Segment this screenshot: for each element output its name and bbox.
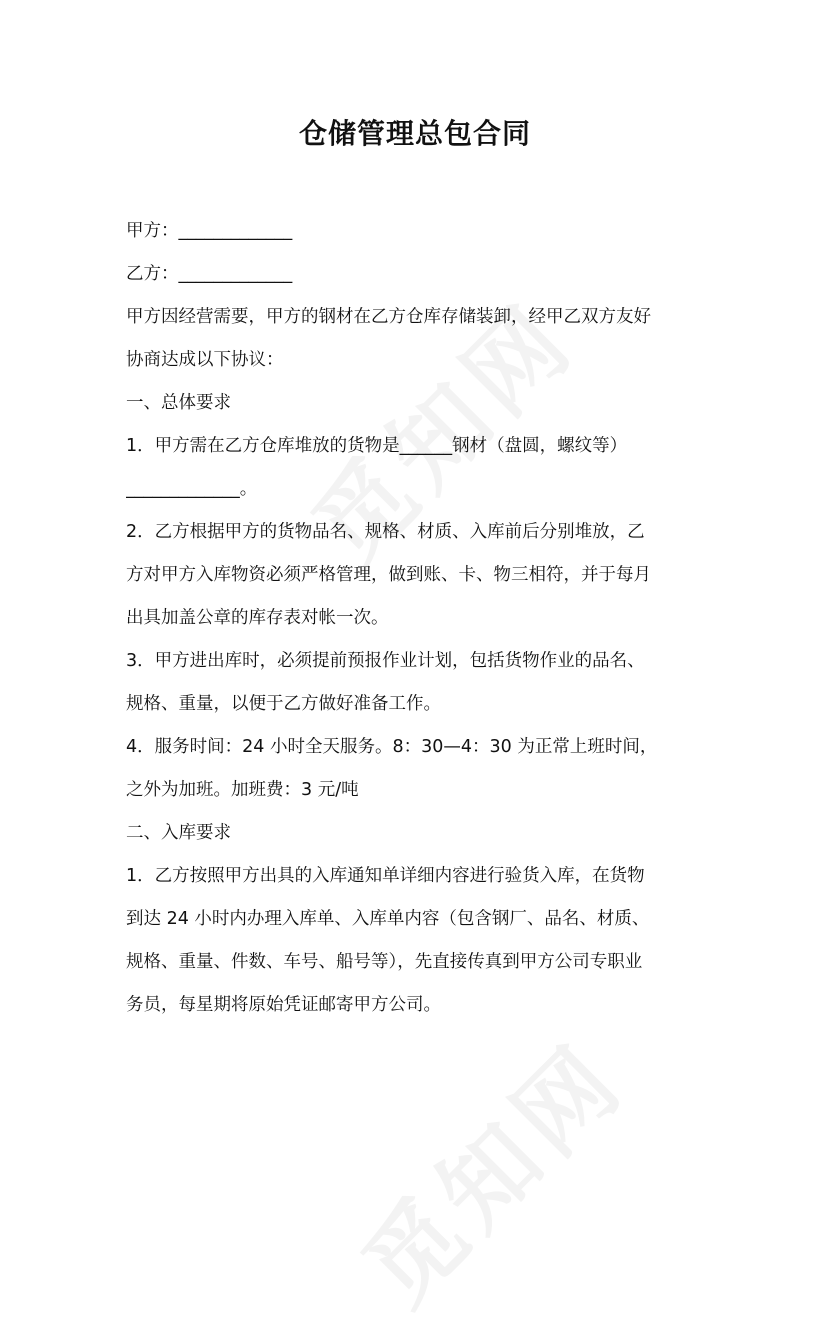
clause-line: 出具加盖公章的库存表对帐一次。 [126, 608, 389, 628]
party-b-line: 乙方：_____________ [126, 264, 293, 284]
document-title: 仓储管理总包合同 [298, 117, 531, 150]
clause-line: 规格、重量、件数、车号、船号等），先直接传真到甲方公司专职业 [126, 952, 643, 972]
clause-line: 1．乙方按照甲方出具的入库通知单详细内容进行验货入库，在货物 [126, 866, 645, 886]
clause-line: _____________。 [126, 479, 258, 499]
clause-line: 规格、重量，以便于乙方做好准备工作。 [126, 694, 441, 714]
clause-line: 方对甲方入库物资必须严格管理，做到账、卡、物三相符，并于每月 [126, 565, 651, 585]
clause-line: 务员，每星期将原始凭证邮寄甲方公司。 [126, 995, 441, 1015]
clause-line: 2．乙方根据甲方的货物品名、规格、材质、入库前后分别堆放，乙 [126, 522, 645, 542]
document-body [126, 210, 706, 1027]
watermark [328, 1008, 650, 1329]
section-heading: 一、总体要求 [126, 393, 231, 413]
clause-line: 到达 24 小时内办理入库单、入库单内容（包含钢厂、品名、材质、 [126, 909, 650, 929]
clause-line: 1．甲方需在乙方仓库堆放的货物是______钢材（盘圆，螺纹等） [126, 436, 628, 456]
preamble-line: 协商达成以下协议： [126, 350, 284, 370]
preamble-line: 甲方因经营需要，甲方的钢材在乙方仓库存储装卸，经甲乙双方友好 [126, 307, 651, 327]
section-heading: 二、入库要求 [126, 823, 231, 843]
clause-line: 3．甲方进出库时，必须提前预报作业计划，包括货物作业的品名、 [126, 651, 645, 671]
party-a-line: 甲方：_____________ [126, 221, 293, 241]
clause-line: 之外为加班。加班费：3 元/吨 [126, 780, 359, 800]
clause-line: 4．服务时间：24 小时全天服务。8：30—4：30 为正常上班时间， [126, 737, 658, 757]
